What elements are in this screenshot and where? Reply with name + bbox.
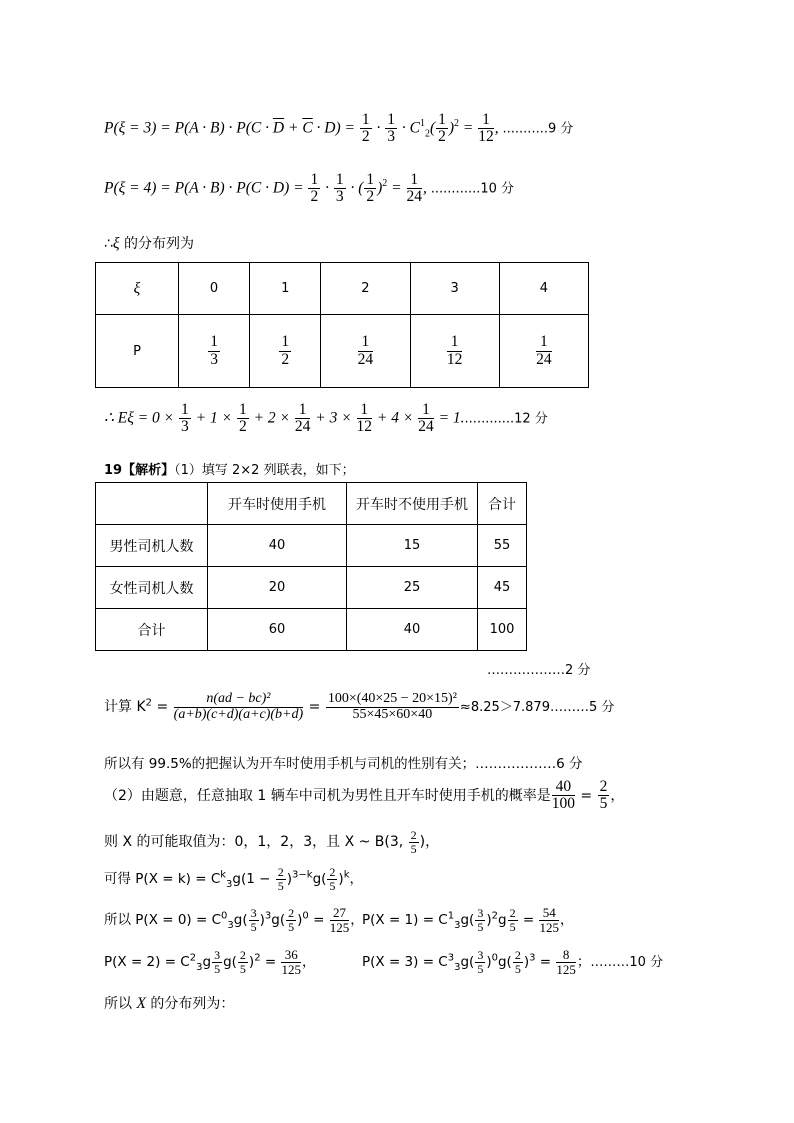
fraction bbox=[238, 949, 248, 975]
numerator: 2 bbox=[288, 906, 295, 921]
denominator: 3 bbox=[210, 350, 218, 368]
comma: ， bbox=[350, 912, 364, 929]
paren: ) bbox=[448, 119, 455, 137]
c-sub: 3 bbox=[226, 878, 233, 890]
exponent: 2 bbox=[491, 910, 498, 922]
question-number: 19 bbox=[104, 463, 123, 478]
k2-approx: ≈8.25＞7.879………5 分 bbox=[459, 700, 615, 716]
px2-prefix: P(X = 2) = C bbox=[104, 954, 190, 971]
equals: = bbox=[535, 954, 556, 971]
c-sup: 0 bbox=[221, 910, 228, 922]
denominator: 5 bbox=[410, 841, 417, 856]
numerator: 3 bbox=[477, 948, 484, 963]
paren: ( bbox=[429, 119, 436, 137]
dot: · bbox=[372, 119, 385, 137]
denominator: 125 bbox=[539, 919, 559, 935]
analysis-label: 【解析】 bbox=[122, 463, 175, 478]
final-text: 所以 bbox=[104, 996, 137, 1012]
comma: , bbox=[423, 179, 431, 197]
header-cell bbox=[96, 483, 208, 525]
fraction bbox=[295, 402, 311, 436]
fraction bbox=[208, 334, 220, 368]
comma: ， bbox=[559, 912, 574, 929]
denominator: 2 bbox=[310, 188, 319, 206]
denominator: 5 bbox=[599, 795, 608, 813]
numerator: 27 bbox=[330, 906, 350, 921]
p-header-cell: P bbox=[96, 315, 179, 388]
numerator: 2 bbox=[277, 865, 284, 879]
intro-text: 的分布列为 bbox=[119, 236, 195, 252]
denominator: 5 bbox=[477, 919, 484, 934]
paren: ) bbox=[297, 912, 303, 929]
prob-cell bbox=[179, 315, 250, 388]
dot: · bbox=[321, 179, 333, 197]
fraction bbox=[281, 948, 301, 976]
fraction bbox=[358, 334, 374, 368]
formula-part: g bbox=[497, 912, 507, 929]
numerator: 8 bbox=[556, 948, 576, 963]
denominator: 3 bbox=[335, 188, 344, 206]
numerator: 2 bbox=[410, 828, 417, 842]
equals: = bbox=[308, 912, 329, 929]
denominator: 2 bbox=[438, 128, 446, 146]
numerator: 1 bbox=[358, 334, 374, 351]
c-sub: 3 bbox=[227, 919, 234, 931]
numerator: 36 bbox=[281, 948, 301, 963]
c-sup: 1 bbox=[447, 910, 455, 922]
row-label-cell: 女性司机人数 bbox=[96, 567, 208, 609]
header-cell: 开车时不使用手机 bbox=[347, 483, 478, 525]
formula-part: g( bbox=[497, 954, 512, 971]
term: + 2 × bbox=[249, 409, 294, 427]
possible-values-line bbox=[104, 829, 439, 855]
xi-header-cell: ξ bbox=[96, 263, 179, 315]
final-line bbox=[104, 993, 234, 1013]
numerator: 1 bbox=[310, 171, 319, 188]
numerator: 1 bbox=[366, 171, 375, 188]
denominator: 2 bbox=[366, 188, 375, 206]
denominator: 5 bbox=[288, 919, 295, 934]
result: = 1. bbox=[434, 409, 465, 427]
exponent: 2 bbox=[254, 952, 261, 964]
numerator: 1 bbox=[181, 401, 189, 418]
k2-value-fraction bbox=[326, 692, 459, 722]
exponent: 3 bbox=[529, 952, 536, 964]
prob-cell bbox=[321, 315, 410, 388]
paren: ) bbox=[286, 871, 293, 888]
fraction bbox=[536, 334, 552, 368]
numerator: 1 bbox=[238, 401, 247, 418]
semicolon: ； bbox=[576, 954, 591, 971]
exponent: 2 bbox=[382, 178, 388, 190]
fraction bbox=[407, 172, 423, 206]
comma: , bbox=[494, 119, 503, 137]
value-cell: 3 bbox=[410, 263, 499, 315]
combination-c: · C bbox=[397, 119, 420, 137]
denominator: 5 bbox=[477, 961, 484, 976]
denominator: 55×45×60×40 bbox=[352, 706, 433, 722]
numerator: 54 bbox=[539, 906, 559, 921]
exponent: k bbox=[343, 869, 350, 881]
denominator: 2 bbox=[281, 350, 290, 368]
equals: = bbox=[260, 954, 281, 971]
formula-part: g( bbox=[271, 912, 286, 929]
fraction bbox=[447, 334, 463, 368]
q19-header bbox=[104, 459, 355, 478]
denominator: 5 bbox=[250, 919, 257, 934]
equals: = bbox=[518, 912, 539, 929]
numerator: 1 bbox=[407, 172, 423, 189]
paren: ) bbox=[338, 871, 344, 888]
table-cell: 100 bbox=[478, 609, 527, 651]
formula-start: 可得 P(X = k) = C bbox=[104, 871, 221, 888]
fraction bbox=[360, 112, 372, 146]
denominator: 5 bbox=[214, 961, 221, 976]
denominator: (a+b)(c+d)(a+c)(b+d) bbox=[173, 706, 304, 722]
denominator: 12 bbox=[356, 418, 373, 436]
denominator: 2 bbox=[361, 128, 370, 146]
numerator: 1 bbox=[387, 111, 395, 128]
denominator: 3 bbox=[387, 128, 395, 146]
denominator: 2 bbox=[238, 418, 247, 436]
value-cell: 4 bbox=[499, 263, 588, 315]
px1-prefix: P(X = 1) = C bbox=[362, 912, 448, 929]
comma: ， bbox=[610, 787, 625, 804]
c-bar: $\overline{C}$ bbox=[302, 119, 313, 137]
c-sup: 1 bbox=[419, 118, 425, 130]
values-text: 则 X 的可能取值为：0，1，2，3，且 X ~ B(3, bbox=[104, 834, 408, 851]
table-cell: 55 bbox=[478, 525, 527, 567]
fraction bbox=[418, 402, 434, 436]
denominator: 5 bbox=[239, 961, 246, 976]
prob-cell bbox=[410, 315, 499, 388]
table-cell: 25 bbox=[347, 567, 478, 609]
numerator: 40 bbox=[552, 779, 575, 796]
c-sup: k bbox=[220, 869, 227, 881]
numerator: 1 bbox=[295, 402, 311, 419]
term: + 4 × bbox=[373, 409, 418, 427]
p-xi-4-line bbox=[104, 172, 514, 206]
formula-part: g( bbox=[460, 954, 475, 971]
comma: ， bbox=[301, 954, 316, 971]
fraction bbox=[179, 402, 191, 436]
paren: ) bbox=[377, 179, 383, 197]
fraction bbox=[212, 949, 222, 975]
numerator: 3 bbox=[214, 948, 221, 963]
value-cell: 1 bbox=[250, 263, 321, 315]
table-cell: 60 bbox=[208, 609, 347, 651]
x-symbol: X bbox=[136, 995, 146, 1012]
c-sub: 3 bbox=[196, 961, 203, 973]
fraction bbox=[556, 948, 576, 976]
term: + 1 × bbox=[191, 409, 236, 427]
fraction bbox=[357, 402, 373, 436]
header-cell: 开车时使用手机 bbox=[208, 483, 347, 525]
fraction bbox=[327, 866, 337, 892]
expectation-lhs: ∴ Eξ = 0 × bbox=[104, 409, 179, 427]
p3-rhs-start: · D) = bbox=[312, 119, 359, 137]
table-cell: 40 bbox=[208, 525, 347, 567]
table-cell: 40 bbox=[347, 609, 478, 651]
part1-text: （1）填写 2×2 列联表，如下； bbox=[174, 463, 355, 478]
denominator: 100 bbox=[551, 795, 575, 813]
k2-prefix: 计算 K bbox=[104, 699, 146, 716]
numerator: 1 bbox=[536, 334, 552, 351]
denominator: 5 bbox=[329, 878, 336, 893]
px0-prefix: 所以 P(X = 0) = C bbox=[104, 912, 222, 929]
numerator: 1 bbox=[210, 333, 218, 351]
exponent: 0 bbox=[491, 952, 498, 964]
numerator: 2 bbox=[514, 948, 521, 963]
fraction bbox=[330, 906, 350, 934]
denominator: 3 bbox=[181, 418, 189, 436]
paren: ) bbox=[259, 912, 265, 929]
paren: ) bbox=[523, 954, 530, 971]
fraction bbox=[513, 949, 523, 975]
k2-exponent: 2 bbox=[145, 697, 153, 709]
paren: ) bbox=[486, 954, 492, 971]
numerator: 3 bbox=[477, 906, 484, 921]
xi-symbol: ξ bbox=[112, 235, 120, 252]
table-row bbox=[96, 525, 527, 567]
numerator: 100×(40×25 − 20×15)² bbox=[327, 691, 457, 706]
equals: = bbox=[152, 699, 173, 716]
row-label-cell: 男性司机人数 bbox=[96, 525, 208, 567]
numerator: 1 bbox=[438, 111, 446, 128]
comma: ， bbox=[349, 871, 363, 888]
fraction bbox=[436, 112, 448, 146]
numerator: 1 bbox=[418, 402, 434, 419]
numerator: 1 bbox=[335, 171, 344, 188]
expectation-line bbox=[104, 402, 548, 436]
numerator: 2 bbox=[329, 865, 336, 879]
row-label-cell: 合计 bbox=[96, 609, 208, 651]
k2-formula-fraction bbox=[174, 692, 304, 722]
px3-line bbox=[362, 948, 663, 976]
formula-part: g( bbox=[460, 912, 475, 929]
conclusion-line: 所以有 99.5%的把握认为开车时使用手机与司机的性别有关；………………6 分 bbox=[104, 756, 583, 772]
denominator: 5 bbox=[509, 919, 516, 934]
value-cell: 0 bbox=[179, 263, 250, 315]
fraction bbox=[552, 779, 575, 813]
denominator: 24 bbox=[418, 418, 434, 436]
score-12: ............12 分 bbox=[464, 411, 548, 427]
paren: ) bbox=[248, 954, 255, 971]
numerator: 1 bbox=[281, 333, 290, 351]
numerator: 2 bbox=[599, 778, 608, 795]
numerator: 1 bbox=[478, 112, 494, 129]
denominator: 5 bbox=[277, 878, 284, 893]
table-row bbox=[96, 609, 527, 651]
fraction bbox=[478, 112, 494, 146]
px0-line bbox=[104, 906, 364, 934]
contingency-table bbox=[95, 482, 527, 651]
table-row bbox=[96, 263, 589, 315]
fraction bbox=[475, 907, 485, 933]
denominator: 24 bbox=[536, 350, 552, 368]
equals: = bbox=[459, 119, 478, 137]
score-10b: ………10 分 bbox=[590, 955, 664, 971]
denominator: 12 bbox=[478, 128, 494, 146]
p-xi-3-line bbox=[104, 112, 573, 146]
score-2: ………………2 分 bbox=[487, 663, 591, 678]
part2-text: （2）由题意，任意抽取 1 辆车中司机为男性且开车时使用手机的概率是 bbox=[104, 787, 551, 804]
fraction bbox=[249, 907, 259, 933]
distribution-intro bbox=[104, 233, 194, 253]
c-sub: 3 bbox=[454, 919, 461, 931]
c-sup: 2 bbox=[189, 952, 197, 964]
values-text-end: )， bbox=[419, 834, 440, 851]
denominator: 125 bbox=[329, 919, 350, 935]
equals: = bbox=[304, 699, 325, 716]
plus-sign: + bbox=[284, 119, 303, 137]
fraction bbox=[539, 906, 559, 934]
paren: ) bbox=[486, 912, 492, 929]
fraction bbox=[409, 829, 419, 855]
denominator: 125 bbox=[556, 961, 576, 977]
score-10: ............10 分 bbox=[430, 181, 515, 197]
formula-part: g( bbox=[233, 912, 248, 929]
fraction bbox=[475, 949, 485, 975]
numerator: 3 bbox=[250, 906, 257, 921]
denominator: 24 bbox=[294, 418, 311, 436]
therefore-symbol: ∴ bbox=[104, 236, 113, 252]
equals: = bbox=[387, 179, 406, 197]
denominator: 5 bbox=[514, 961, 521, 976]
p3-lhs: P(ξ = 3) = P(A · B) · P(C · bbox=[104, 119, 273, 137]
value-cell: 2 bbox=[321, 263, 410, 315]
exponent: 0 bbox=[302, 910, 309, 922]
term: + 3 × bbox=[311, 409, 356, 427]
formula-part: g( bbox=[223, 954, 237, 971]
exponent: 3−k bbox=[292, 869, 313, 881]
fraction bbox=[279, 334, 291, 368]
numerator: 2 bbox=[239, 948, 246, 963]
prob-cell bbox=[250, 315, 321, 388]
fraction bbox=[237, 402, 249, 436]
fraction bbox=[276, 866, 286, 892]
fraction bbox=[598, 779, 610, 813]
exponent: 3 bbox=[264, 910, 272, 922]
part2-line bbox=[104, 779, 624, 813]
fraction bbox=[364, 172, 376, 206]
score-9: ...........9 分 bbox=[502, 121, 574, 137]
exponent: 2 bbox=[454, 118, 460, 130]
table-cell: 45 bbox=[478, 567, 527, 609]
formula-part: g bbox=[202, 954, 212, 971]
numerator: n(ad − bc)² bbox=[174, 692, 304, 708]
table-cell: 20 bbox=[208, 567, 347, 609]
c-sub: 2 bbox=[424, 128, 430, 140]
formula-part: g( bbox=[312, 871, 327, 888]
denominator: 125 bbox=[281, 961, 301, 977]
formula-part: g(1 − bbox=[232, 871, 275, 888]
fraction bbox=[508, 907, 518, 933]
fraction bbox=[286, 907, 296, 933]
px2-line bbox=[104, 948, 315, 976]
fraction bbox=[385, 112, 397, 146]
d-bar: $\overline{D}$ bbox=[272, 119, 285, 137]
general-formula-line bbox=[104, 866, 363, 892]
numerator: 1 bbox=[447, 334, 463, 351]
p4-lhs: P(ξ = 4) = P(A · B) · P(C · D) = bbox=[104, 179, 308, 197]
table-cell: 15 bbox=[347, 525, 478, 567]
prob-cell bbox=[499, 315, 588, 388]
final-text-end: 的分布列为： bbox=[145, 996, 235, 1012]
c-sup: 3 bbox=[447, 952, 455, 964]
denominator: 24 bbox=[357, 350, 374, 368]
fraction bbox=[308, 172, 320, 206]
table-row bbox=[96, 567, 527, 609]
px3-prefix: P(X = 3) = C bbox=[362, 954, 448, 971]
header-cell: 合计 bbox=[478, 483, 527, 525]
numerator: 2 bbox=[509, 906, 516, 921]
distribution-table bbox=[95, 262, 589, 388]
k-squared-line bbox=[104, 692, 614, 722]
equals: = bbox=[575, 787, 597, 804]
fraction bbox=[334, 172, 346, 206]
px1-line bbox=[362, 906, 573, 934]
numerator: 1 bbox=[361, 111, 370, 128]
denominator: 24 bbox=[406, 188, 423, 206]
dot-paren: · ( bbox=[346, 179, 364, 197]
c-sub: 3 bbox=[454, 961, 461, 973]
numerator: 1 bbox=[357, 402, 373, 419]
table-row bbox=[96, 315, 589, 388]
table-row bbox=[96, 483, 527, 525]
denominator: 12 bbox=[446, 350, 463, 368]
